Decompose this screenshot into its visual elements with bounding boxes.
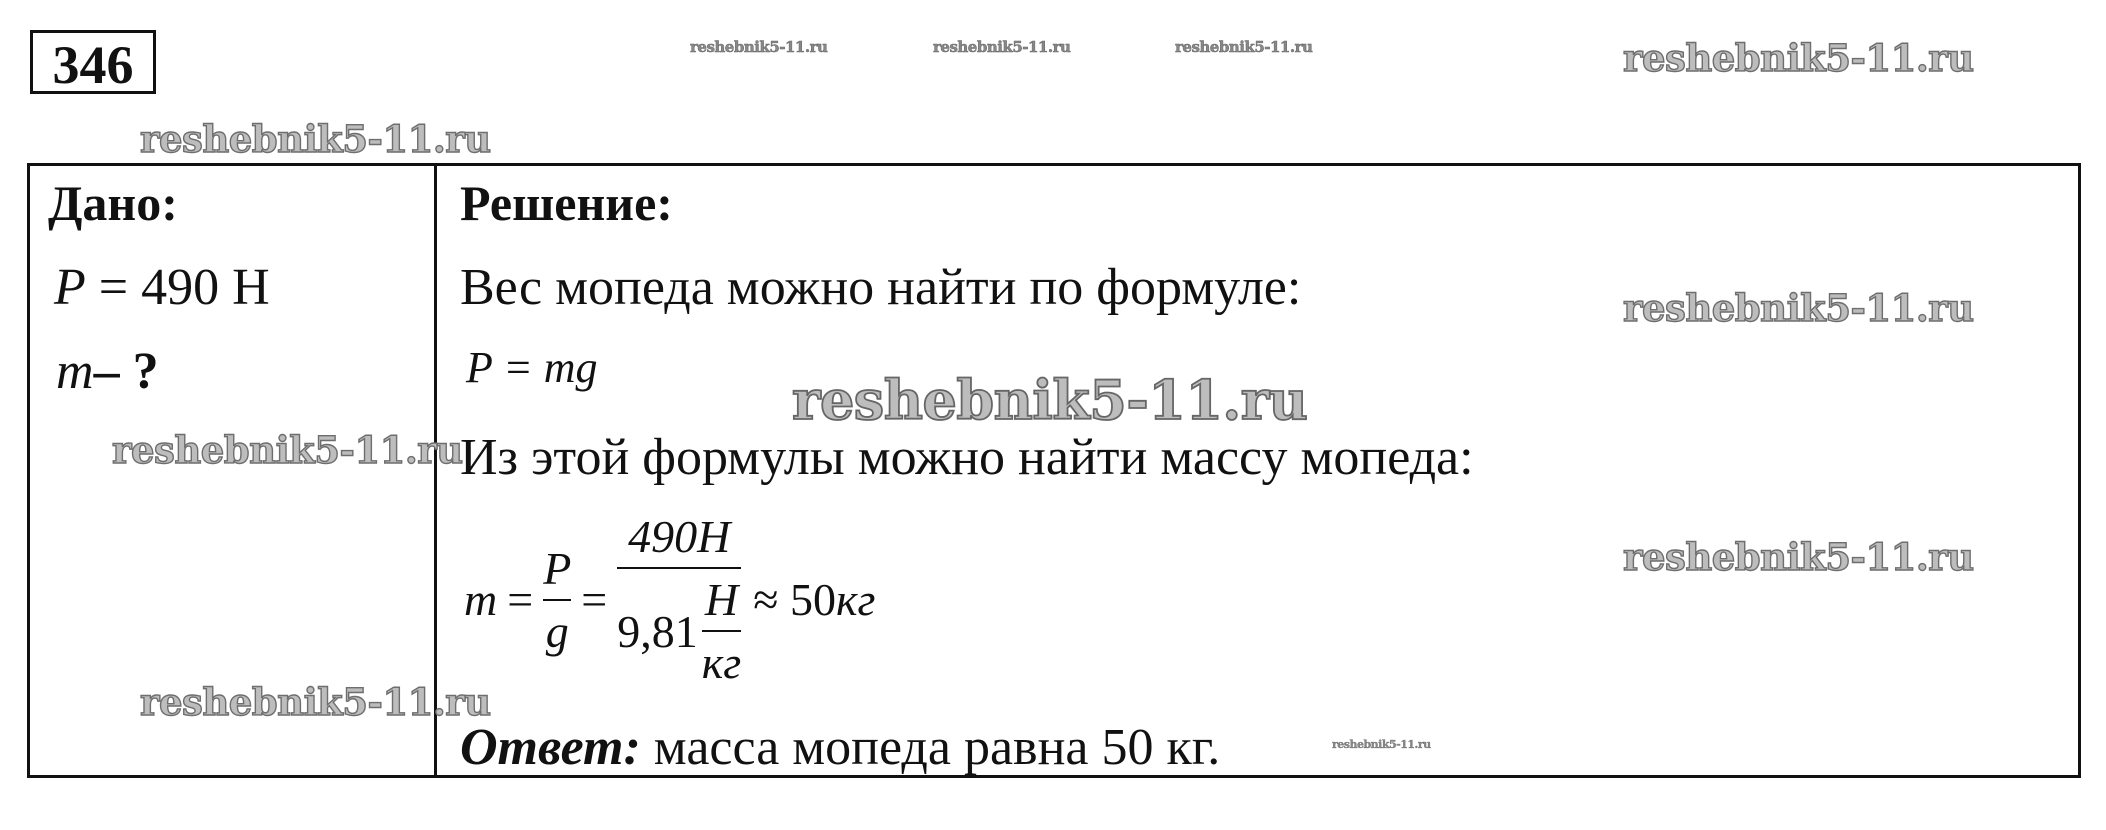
eq-numerator-p: P	[543, 542, 572, 594]
watermark: reshebnik5-11.ru	[1623, 286, 1974, 330]
watermark: reshebnik5-11.ru	[792, 368, 1308, 432]
watermark: reshebnik5-11.ru	[140, 680, 491, 724]
eq-unit-h: Н	[704, 574, 739, 625]
mass-variable: m	[56, 343, 94, 400]
mass-equation	[464, 510, 875, 689]
eq-denominator	[617, 573, 741, 689]
fraction-numbers	[617, 510, 741, 689]
given-unknown	[56, 342, 159, 401]
eq-denominator-g: g	[545, 605, 569, 657]
eq-m: m	[464, 574, 498, 625]
eq-equals-1: =	[507, 574, 534, 625]
fraction-bar	[702, 630, 741, 632]
fraction-h-over-kg	[702, 573, 741, 689]
watermark: reshebnik5-11.ru	[112, 428, 463, 472]
watermark: reshebnik5-11.ru	[1332, 738, 1431, 751]
eq-unit-kg: кг	[701, 637, 742, 688]
eq-g-value: 9,81	[617, 605, 698, 657]
eq-approx-value: ≈ 50	[753, 574, 836, 625]
solution-line-2: Из этой формулы можно найти массу мопеда:	[460, 429, 1474, 486]
watermark: reshebnik5-11.ru	[1623, 36, 1974, 80]
given-weight	[54, 258, 270, 317]
problem-number: 346	[30, 30, 156, 94]
answer-line	[460, 718, 1220, 777]
weight-variable: P	[54, 259, 86, 316]
solution-line-1: Вес мопеда можно найти по формуле:	[460, 259, 1302, 316]
watermark: reshebnik5-11.ru	[933, 38, 1071, 56]
weight-value: = 490 Н	[98, 259, 270, 316]
eq-equals-2: =	[581, 574, 608, 625]
given-title: Дано:	[48, 175, 178, 231]
watermark: reshebnik5-11.ru	[690, 38, 828, 56]
solution-title: Решение:	[460, 175, 673, 231]
watermark: reshebnik5-11.ru	[140, 117, 491, 161]
formula-weight: P = mg	[466, 343, 598, 392]
fraction-bar	[543, 599, 571, 601]
eq-result-unit: кг	[835, 574, 876, 625]
unknown-mark: – ?	[93, 343, 159, 400]
answer-text: масса мопеда равна 50 кг.	[640, 719, 1221, 776]
fraction-bar	[617, 567, 741, 569]
watermark: reshebnik5-11.ru	[1623, 535, 1974, 579]
watermark: reshebnik5-11.ru	[1175, 38, 1313, 56]
answer-label: Ответ:	[460, 719, 641, 776]
fraction-p-over-g	[543, 542, 571, 658]
eq-numerator-490: 490Н	[628, 511, 731, 562]
